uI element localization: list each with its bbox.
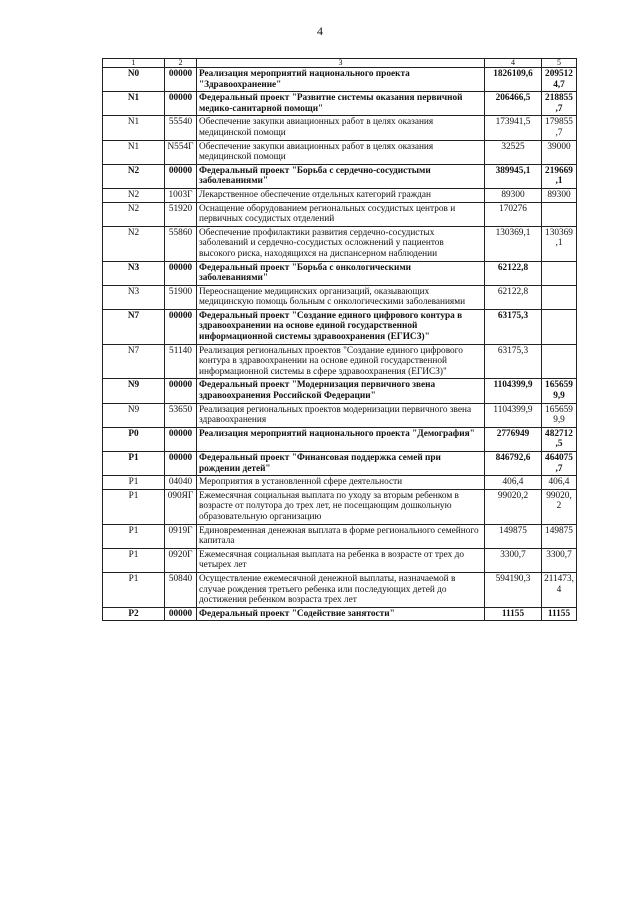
row-subcode: 55860 [165,226,197,261]
row-description: Осуществление ежемесячной денежной выплаты, назначаемой в случае рождения третьего ребенка или последующих детей до достижения ребенком возраста трех лет [197,572,485,607]
row-subcode: 090ЯГ [165,489,197,524]
budget-table [102,58,577,621]
row-subcode: 53650 [165,403,197,427]
row-subcode: 00000 [165,607,197,621]
row-code: N7 [103,309,165,344]
row-value-col5: 130369,1 [542,226,577,261]
row-description: Федеральный проект "Создание единого цифрового контура в здравоохранении на основе единой государственной информационной системы здравоохранения (ЕГИСЗ)" [197,309,485,344]
row-value-col5 [542,344,577,379]
row-subcode: 00000 [165,164,197,188]
table-row [103,476,577,490]
column-header: 3 [197,59,485,68]
row-code: P1 [103,489,165,524]
row-description: Переоснащение медицинских организаций, оказывающих медицинскую помощь больным с онкологическими заболеваниями [197,285,485,309]
table-header [103,59,577,68]
row-code: N1 [103,92,165,116]
table-row [103,226,577,261]
table-row [103,403,577,427]
table-row [103,489,577,524]
row-description: Федеральный проект "Борьба с онкологическими заболеваниями" [197,261,485,285]
row-code: P1 [103,524,165,548]
row-subcode: 51140 [165,344,197,379]
row-subcode: N554Г [165,140,197,164]
row-description: Обеспечение закупки авиационных работ в целях оказания медицинской помощи [197,116,485,140]
row-value-col4: 11155 [485,607,542,621]
row-value-col5 [542,261,577,285]
table-row [103,285,577,309]
row-value-col4: 170276 [485,202,542,226]
row-value-col4: 173941,5 [485,116,542,140]
row-value-col5 [542,309,577,344]
table-row [103,140,577,164]
row-code: N9 [103,379,165,403]
row-code: N2 [103,164,165,188]
row-description: Федеральный проект "Модернизация первичного звена здравоохранения Российской Федерации" [197,379,485,403]
row-description: Единовременная денежная выплата в форме регионального семейного капитала [197,524,485,548]
row-value-col4: 63175,3 [485,344,542,379]
row-value-col4: 846792,6 [485,452,542,476]
row-value-col4: 406,4 [485,476,542,490]
row-value-col4: 206466,5 [485,92,542,116]
row-value-col5: 179855,7 [542,116,577,140]
row-description: Оснащение оборудованием региональных сосудистых центров и первичных сосудистых отделений [197,202,485,226]
row-value-col5: 482712,5 [542,427,577,451]
row-value-col4: 149875 [485,524,542,548]
row-code: P0 [103,427,165,451]
row-description: Федеральный проект "Финансовая поддержка семей при рождении детей" [197,452,485,476]
row-code: N9 [103,403,165,427]
row-value-col5: 39000 [542,140,577,164]
row-subcode: 50840 [165,572,197,607]
row-code: N2 [103,188,165,202]
table-row [103,68,577,92]
table-row [103,607,577,621]
table-row [103,92,577,116]
table-row [103,116,577,140]
row-subcode: 00000 [165,452,197,476]
row-value-col4: 1104399,9 [485,403,542,427]
row-description: Федеральный проект "Борьба с сердечно-сосудистыми заболеваниями" [197,164,485,188]
row-code: N0 [103,68,165,92]
row-subcode: 00000 [165,427,197,451]
row-code: N3 [103,285,165,309]
row-description: Реализация региональных проектов модернизации первичного звена здравоохранения [197,403,485,427]
row-value-col5: 2095124,7 [542,68,577,92]
row-code: N7 [103,344,165,379]
row-subcode: 00000 [165,92,197,116]
row-code: N2 [103,202,165,226]
row-description: Ежемесячная социальная выплата на ребенка в возрасте от трех до четырех лет [197,548,485,572]
row-value-col4: 594190,3 [485,572,542,607]
row-description: Реализация мероприятий национального проекта "Демография" [197,427,485,451]
row-subcode: 04040 [165,476,197,490]
row-value-col4: 130369,1 [485,226,542,261]
row-subcode: 00000 [165,379,197,403]
table-row [103,572,577,607]
row-subcode: 00000 [165,309,197,344]
column-header: 5 [542,59,577,68]
row-description: Ежемесячная социальная выплата по уходу за вторым ребенком в возрасте от полутора до трех лет, не посещающим дошкольную образовательную организацию [197,489,485,524]
table-row [103,548,577,572]
row-value-col4: 89300 [485,188,542,202]
table-row [103,427,577,451]
row-value-col5 [542,285,577,309]
row-description: Обеспечение профилактики развития сердечно-сосудистых заболеваний и сердечно-сосудистых осложнений у пациентов высокого риска, находящихся на диспансерном наблюдении [197,226,485,261]
row-code: N3 [103,261,165,285]
column-header: 2 [165,59,197,68]
row-code: P1 [103,452,165,476]
row-value-col5: 211473,4 [542,572,577,607]
table-row [103,188,577,202]
row-description: Реализация мероприятий национального проекта "Здравоохранение" [197,68,485,92]
row-value-col5: 464075,7 [542,452,577,476]
column-header: 4 [485,59,542,68]
row-code: N1 [103,116,165,140]
table-row [103,164,577,188]
row-subcode: 0920Г [165,548,197,572]
row-code: P1 [103,572,165,607]
row-description: Реализация региональных проектов "Создание единого цифрового контура в здравоохранении на основе единой государственной информационной системы в сфере здравоохранения (ЕГИСЗ)" [197,344,485,379]
table-row [103,344,577,379]
row-description: Лекарственное обеспечение отдельных категорий граждан [197,188,485,202]
row-value-col4: 62122,8 [485,261,542,285]
row-value-col5: 219669,1 [542,164,577,188]
page-number: 4 [317,24,323,38]
row-code: P1 [103,476,165,490]
row-value-col5: 149875 [542,524,577,548]
row-subcode: 1003Г [165,188,197,202]
row-value-col4: 99020,2 [485,489,542,524]
row-code: P2 [103,607,165,621]
row-subcode: 51920 [165,202,197,226]
row-value-col5: 1656599,9 [542,379,577,403]
table-row [103,202,577,226]
row-code: N2 [103,226,165,261]
header-row [103,59,577,68]
row-subcode: 0919Г [165,524,197,548]
row-description: Федеральный проект "Содействие занятости" [197,607,485,621]
row-value-col5: 3300,7 [542,548,577,572]
table-body [103,68,577,621]
row-description: Мероприятия в установленной сфере деятельности [197,476,485,490]
row-value-col4: 389945,1 [485,164,542,188]
table-row [103,261,577,285]
row-value-col4: 1104399,9 [485,379,542,403]
row-value-col4: 32525 [485,140,542,164]
row-value-col5: 89300 [542,188,577,202]
row-value-col5: 99020,2 [542,489,577,524]
row-value-col4: 3300,7 [485,548,542,572]
row-code: P1 [103,548,165,572]
table-row [103,379,577,403]
table-row [103,452,577,476]
row-value-col5: 1656599,9 [542,403,577,427]
row-value-col5: 11155 [542,607,577,621]
row-description: Федеральный проект "Развитие системы оказания первичной медико-санитарной помощи" [197,92,485,116]
table-row [103,309,577,344]
row-value-col4: 2776949 [485,427,542,451]
row-subcode: 51900 [165,285,197,309]
row-code: N1 [103,140,165,164]
row-value-col4: 63175,3 [485,309,542,344]
table-row [103,524,577,548]
row-subcode: 00000 [165,68,197,92]
row-value-col5: 218855,7 [542,92,577,116]
row-subcode: 55540 [165,116,197,140]
column-header: 1 [103,59,165,68]
row-value-col4: 1826109,6 [485,68,542,92]
row-value-col4: 62122,8 [485,285,542,309]
row-subcode: 00000 [165,261,197,285]
row-value-col5: 406,4 [542,476,577,490]
row-description: Обеспечение закупки авиационных работ в целях оказания медицинской помощи [197,140,485,164]
row-value-col5 [542,202,577,226]
